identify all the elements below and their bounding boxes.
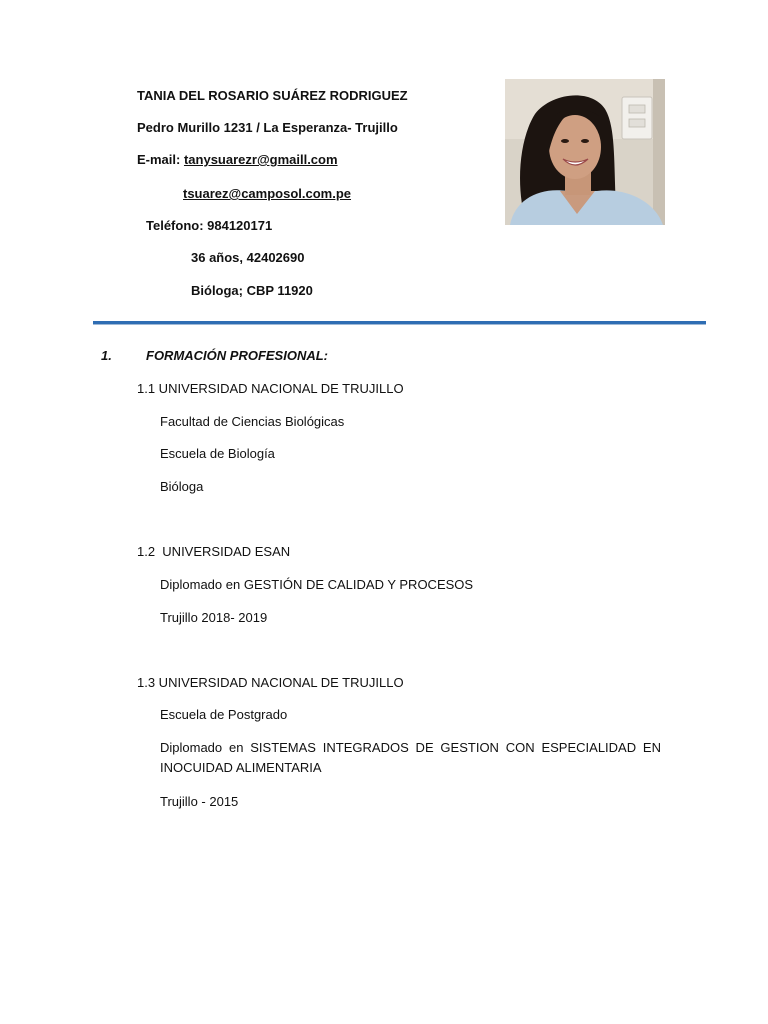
education-heading-1: 1.1 UNIVERSIDAD NACIONAL DE TRUJILLO	[137, 381, 404, 396]
candidate-name: TANIA DEL ROSARIO SUÁREZ RODRIGUEZ	[137, 88, 408, 103]
education-line: Escuela de Biología	[160, 446, 275, 461]
section-divider	[93, 321, 706, 324]
education-line: Trujillo - 2015	[160, 794, 239, 809]
education-heading-3: 1.3 UNIVERSIDAD NACIONAL DE TRUJILLO	[137, 675, 404, 690]
email-link-1[interactable]: tanysuarezr@gmaill.com	[183, 152, 338, 167]
section-title: FORMACIÓN PROFESIONAL:	[146, 348, 328, 363]
address: Pedro Murillo 1231 / La Esperanza- Trujillo	[137, 120, 398, 135]
profession: Bióloga; CBP 11920	[191, 283, 313, 298]
education-heading-2: 1.2 UNIVERSIDAD ESAN	[137, 544, 291, 559]
age-id: 36 años, 42402690	[191, 250, 305, 265]
education-line: Bióloga	[160, 479, 204, 494]
section-number: 1.	[101, 348, 112, 363]
email-line-1	[137, 152, 338, 167]
email-label: E-mail:	[137, 152, 184, 167]
education-line: Escuela de Postgrado	[160, 707, 288, 722]
education-line: Trujillo 2018- 2019	[160, 610, 268, 625]
email-link-2[interactable]: tsuarez@camposol.com.pe	[183, 186, 352, 201]
education-line: Diplomado en GESTIÓN DE CALIDAD Y PROCESOS	[160, 577, 474, 592]
education-line: Facultad de Ciencias Biológicas	[160, 414, 345, 429]
education-paragraph: Diplomado en SISTEMAS INTEGRADOS DE GESTION CON ESPECIALIDAD EN INOCUIDAD ALIMENTARIA	[160, 740, 661, 775]
phone: Teléfono: 984120171	[146, 218, 273, 233]
profile-photo	[505, 79, 665, 225]
